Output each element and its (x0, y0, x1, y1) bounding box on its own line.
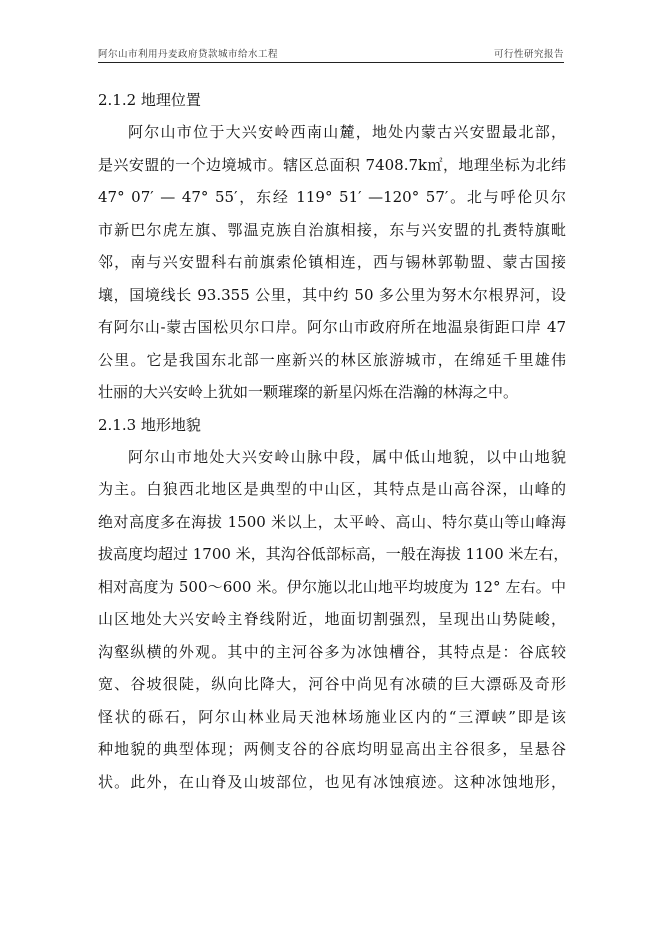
paragraph-line: 公里。它是我国东北部一座新兴的林区旅游城市，在绵延千里雄伟 (98, 350, 566, 369)
paragraph-line: 怪状的砾石，阿尔山林业局天池林场施业区内的“三潭峡”即是该 (98, 707, 566, 726)
paragraph-line: 状。此外，在山脊及山坡部位，也见有冰蚀痕迹。这种冰蚀地形， (98, 772, 566, 791)
paragraph-line: 为主。白狼西北地区是典型的中山区，其特点是山高谷深，山峰的 (98, 480, 566, 498)
paragraph-line: 邻，南与兴安盟科右前旗索伦镇相连，西与锡林郭勒盟、蒙古国接 (98, 253, 566, 271)
header-report-type: 可行性研究报告 (493, 49, 564, 60)
paragraph-line: 宽、谷坡很陡，纵向比降大，河谷中尚见有冰碛的巨大漂砾及奇形 (98, 675, 566, 693)
paragraph-line: 市新巴尔虎左旗、鄂温克族自治旗相接，东与兴安盟的扎赉特旗毗 (98, 220, 566, 239)
paragraph-line: 沟壑纵横的外观。其中的主河谷多为冰蚀槽谷，其特点是：谷底较 (98, 642, 566, 661)
section-heading-landform: 2.1.3 地形地貌 (98, 415, 201, 434)
paragraph-line: 山区地处大兴安岭主脊线附近，地面切割强烈，呈现出山势陡峻， (98, 610, 566, 628)
section-heading-location: 2.1.2 地理位置 (98, 91, 201, 109)
page-header (98, 44, 564, 63)
paragraph-line: 是兴安盟的一个边境城市。辖区总面积 7408.7k㎡，地理坐标为北纬 (98, 155, 566, 174)
document-body (98, 84, 569, 798)
header-project-title: 阿尔山市利用丹麦政府贷款城市给水工程 (98, 49, 279, 60)
paragraph-line: 壮丽的大兴安岭上犹如一颗璀璨的新星闪烁在浩瀚的林海之中。 (98, 383, 519, 401)
paragraph-line: 拔高度均超过 1700 米，其沟谷低部标高，一般在海拔 1100 米左右， (98, 545, 569, 563)
paragraph-line: 47° 07′ — 47° 55′，东经 119° 51′ —120° 57′。北与呼伦贝尔 (98, 188, 566, 206)
paragraph-line: 有阿尔山-蒙古国松贝尔口岸。阿尔山市政府所在地温泉街距口岸 47 (98, 318, 566, 336)
paragraph-line: 种地貌的典型体现；两侧支谷的谷底均明显高出主谷很多，呈悬谷 (98, 740, 566, 758)
paragraph-line: 相对高度为 500～600 米。伊尔施以北山地平均坡度为 12° 左右。中 (98, 577, 566, 596)
paragraph-line: 壤，国境线长 93.355 公里，其中约 50 多公里为努木尔根界河，设 (98, 285, 566, 304)
paragraph-line: 阿尔山市位于大兴安岭西南山麓，地处内蒙古兴安盟最北部， (128, 123, 566, 141)
paragraph-line: 绝对高度多在海拔 1500 米以上，太平岭、高山、特尔莫山等山峰海 (98, 512, 566, 531)
paragraph-line: 阿尔山市地处大兴安岭山脉中段，属中低山地貌，以中山地貌 (128, 447, 566, 466)
